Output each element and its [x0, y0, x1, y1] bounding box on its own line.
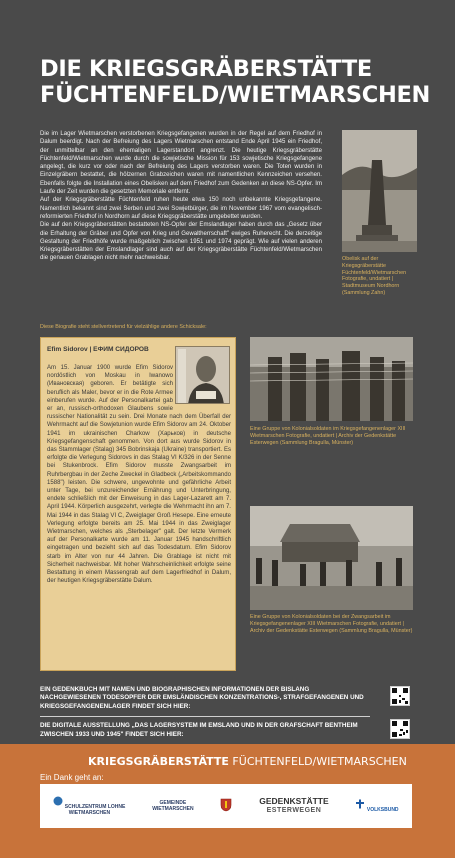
biography-paragraph: Am 15. Januar 1900 wurde Efim Sidorov nordöstlich von Moskau in Iwanowo (Ивановская) geboren. Er betätigte sich beruflich als Maler, bevor er in die Rote Armee einberufen wurde. Auf der Personalkartei gab er an, russisch-orthodoxen Glaubens sowie russischer Nationalität zu sein. Drei Monate nach dem Überfall der Wehrmacht auf die Sowjetunion wurde Efim Sidorov am 24. Oktober 1941 im ukrainischen Charkow (Харьков) in deutsche Kriegsgefangenschaft genommen. Von dort aus wurde Sidorov in das Stammlager (Stalag) 345 Bobrinskaja (Ukraine) transportiert. Es erfolgte die Verlegung Sidorovs in das Stalag VI K/326 in der Senne bei Stukenbrock. Efim Sidorov musste Zwangsarbeit im Ruhrbergbau in der Zeche Zweckel in Gladbeck („Arbeitskommando 1588") leisten. Die schwere, ungewohnte und gefährliche Arbeit unter Tage, bei unzureichender Ernährung und Unterbringung, endete schließlich mit der Einweisung in das Lager-Lazarett am 7. April 1944. Körperlich ausgezehrt, verlegte die Wehrmacht ihn am 7. Mai 1944 in das Stalag VI C, Zweiglager Groß Hesepe. Eine erneute Verlegung erfolgte bereits am 25. Mai 1944 in das Zweiglager Wietmarschen, welches als „Sterbelager" galt. Der letzte Vermerk auf der Personalkarte wurde am 11. Januar 1945 handschriftlich eingetragen und bezieht sich auf das Todesdatum. Efim Sidorov starb im Alter von nur 44 Jahren. Die Grablage ist nicht mit Sicherheit nachweisbar. Mit hoher Wahrscheinlichkeit erfolgte seine Bestattung in einem Massengrab auf dem Lagerfriedhof in Dalum, der heutigen Kriegsgräberstätte Dalum. [47, 365, 231, 585]
exhibition-text: DIE DIGITALE AUSSTELLUNG „DAS LAGERSYSTEM IM EMSLAND UND IN DER GRAFSCHAFT BENTHEIM ZWISCHEN 1933 UND 1945" FINDET SICH HIER: [40, 722, 358, 738]
forced-labour-photo [250, 506, 413, 610]
biography-header: Efim Sidorov | ЕФИМ СИДОРОВ [47, 346, 149, 353]
partner-logo-volksbund: VOLKSBUND [355, 799, 398, 813]
intro-text [40, 130, 322, 263]
title-line-1: DIE KRIEGSGRÄBERSTÄTTE [40, 56, 372, 82]
qr-code-icon[interactable] [390, 686, 410, 706]
soldiers-photo [250, 337, 413, 421]
partner-logo-gedenkstaette: GEDENKSTÄTTE ESTERWEGEN [259, 796, 329, 814]
page-title [40, 56, 430, 108]
school-icon [53, 796, 63, 806]
partner-logo-schulzentrum: SCHULZENTRUM LOHNE WIETMARSCHEN [53, 796, 125, 816]
intro-paragraph: Die auf den Kriegsgräberstätten bestatteten NS-Opfer der Emslandlager haben durch das „Gesetz über die Erhaltung der Gräber und Opfer von Krieg und Gewaltherrschaft" ewiges Ruherecht. Die derzeitige Gestaltung der Friedhöfe wurde maßgeblich zwischen 1951 und 1974 geprägt. Wie auf vielen anderen Kriegsgräberstätten der Emslandlager sind auch auf der Kriegsgräberstätte Füchtenfeld/Wietmarschen die genauen Grablagen nicht mehr nachweisbar. [40, 222, 322, 262]
partner-logos [40, 784, 412, 828]
thanks-label: Ein Dank geht an: [40, 773, 104, 782]
gedenkbuch-text: EIN GEDENKBUCH MIT NAMEN UND BIOGRAPHISCHEN INFORMATIONEN DER BISLANG NACHGEWIESENEN TODESOPFER DER EMSLÄNDISCHEN KONZENTRATIONS-, STRAFGEFANGENEN UND KRIEGSGEFANGENENLAGER FINDET SICH HIER: [40, 686, 364, 710]
cross-icon [355, 799, 365, 809]
obelisk-photo [342, 130, 417, 252]
title-line-2: FÜCHTENFELD/WIETMARSCHEN [40, 82, 431, 108]
obelisk-caption: Obelisk auf der Kriegsgräberstätte Füchtenfeld/Wietmarschen Fotografie, undatiert | Stadtmuseum Nordhorn (Sammlung Zahn) [342, 256, 407, 296]
footer-band [0, 744, 455, 858]
soldiers-caption: Eine Gruppe von Kolonialsoldaten im Kriegsgefangenenlager XIII Wietmarschen Fotografie, undatiert | Archiv der Gedenkstätte Esterwegen (Sammlung Bragulla, Münster) [250, 426, 406, 446]
biography-note: Diese Biografie steht stellvertretend für vielzählige andere Schicksale: [40, 324, 207, 330]
footer-title: KRIEGSGRÄBERSTÄTTE FÜCHTENFELD/WIETMARSCHEN [88, 755, 407, 768]
qr-code-icon[interactable] [390, 719, 410, 739]
partner-logo-crest [220, 798, 232, 814]
biography-text [47, 364, 231, 585]
intro-paragraph: Auf der Kriegsgräberstätte Füchtenfeld ruhen heute etwa 150 noch unbekannte Kriegsgefangene. Namentlich bekannt sind zwei Serben und zwei Sowjetbürger, die im November 1967 vom evangelisch-reformierten Friedhof in Nordhorn auf diese Kriegsgräberstätte umgebettet wurden. [40, 197, 322, 220]
biography-box [40, 337, 236, 671]
intro-paragraph: Die im Lager Wietmarschen verstorbenen Kriegsgefangenen wurden in der Regel auf dem Friedhof in Dalum beerdigt. Nach der Befreiung des Lagers Wietmarschen entstand Ende April 1945 ein Friedhof, der unmittelbar an den ehemaligen Lagerstandort angrenzt. Die heutige Kriegsgräberstätte Füchtenfeld/Wietmarschen wurde durch die sowjetische Mission für 153 sowjetische Kriegsgefangene angelegt, die kurz vor oder nach der Befreiung des Lagers verstorben waren. Die Toten wurden in Einzelgräbern bestattet, die hölzernen Grabzeichen waren mit namentlichen Kennzeichen versehen. Ebenfalls folgte die Installation eines Obelisken auf dem Friedhof zum Gedenken an diese NS-Opfer. Im Laufe der Zeit wurden die gesetzten Memoriale entfernt. [40, 131, 322, 196]
forced-labour-caption: Eine Gruppe von Kolonialsoldaten bei der Zwangsarbeit im Kriegsgefangenenlager XIII Wietmarschen Fotografie, undatiert | Archiv der Gedenkstätte Esterwegen (Sammlung Bragulla, Münster) [250, 614, 413, 634]
crest-icon [220, 798, 232, 812]
partner-logo-gemeinde: GEMEINDE WIETMARSCHEN [152, 800, 194, 812]
divider [40, 716, 370, 717]
resource-links [40, 686, 412, 739]
